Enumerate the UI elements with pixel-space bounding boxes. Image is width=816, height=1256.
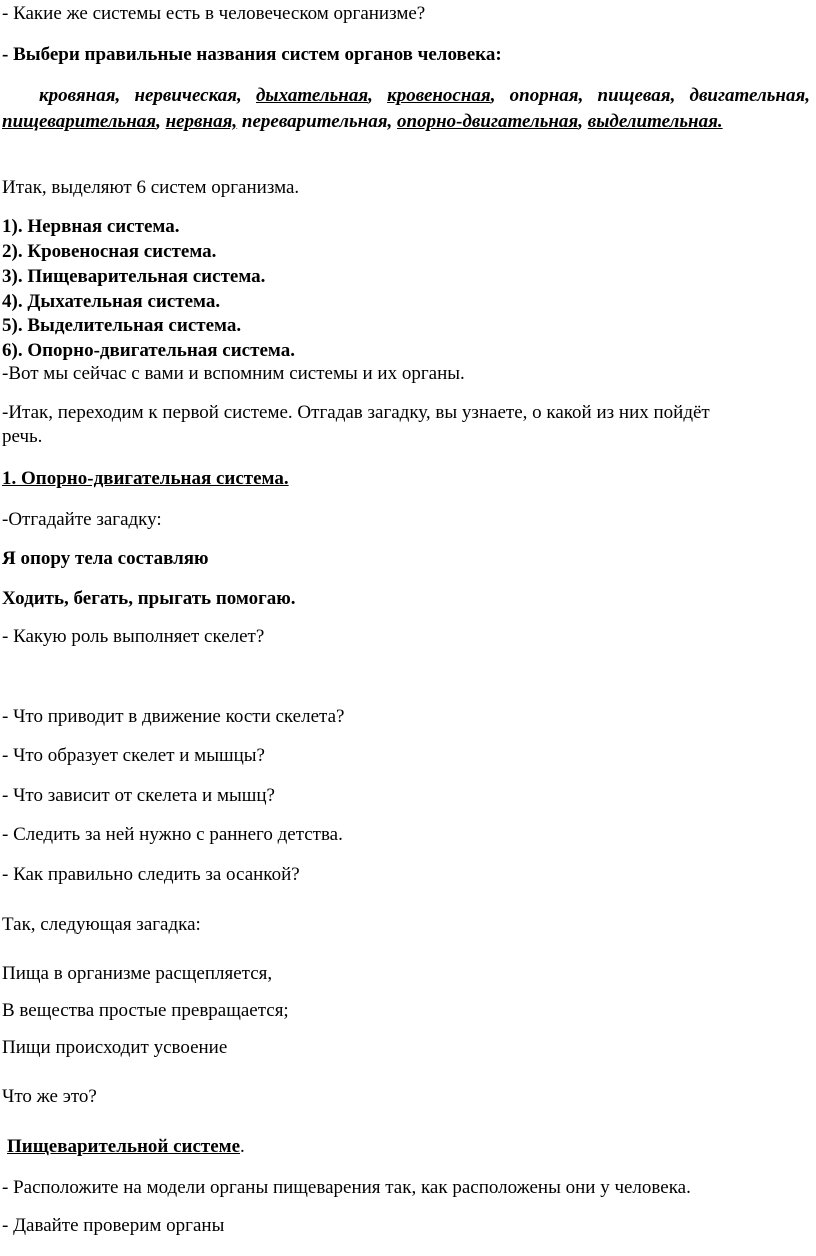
check-organs-text: - Давайте проверим органы (2, 1215, 225, 1236)
option-word: кровяная (39, 85, 116, 106)
question-skeleton-role: - Какую роль выполняет скелет? (2, 626, 265, 647)
intro-text: Итак, выделяют 6 систем организма. (2, 177, 300, 198)
riddle1-line-1: Я опору тела составляю (2, 548, 209, 569)
option-word: опорно-двигательная (397, 111, 579, 132)
option-word: нервная, (165, 111, 238, 132)
option-word: опорная (509, 85, 579, 106)
question-moves-bones: - Что приводит в движение кости скелета? (2, 706, 345, 727)
question-systems: - Какие же системы есть в человеческом организме? (2, 3, 426, 24)
task-title: - Выбери правильные названия систем органов человека: (2, 44, 502, 65)
system-item-6: 6). Опорно-двигательная система. (2, 340, 295, 361)
question-posture: - Как правильно следить за осанкой? (2, 864, 300, 885)
transition-line-1: -Итак, переходим к первой системе. Отгадав загадку, вы узнаете, о какой из них пойдёт (2, 402, 710, 423)
system-item-5: 5). Выделительная система. (2, 315, 242, 336)
transition-line-2: речь. (2, 426, 43, 447)
option-word: дыхательная (255, 85, 369, 106)
answer-heading-dot: . (240, 1136, 245, 1157)
question-skeleton-muscles: - Что образует скелет и мышцы? (2, 745, 265, 766)
system-item-3: 3). Пищеварительная система. (2, 266, 266, 287)
next-riddle-text: Так, следующая загадка: (2, 914, 201, 935)
option-word: выделительная. (587, 111, 723, 132)
riddle1-line-2: Ходить, бегать, прыгать помогаю. (2, 588, 296, 609)
option-word: кровеносная (387, 85, 491, 106)
riddle2-line-2: В вещества простые превращается; (2, 1000, 289, 1021)
option-word: двигательная (689, 85, 806, 106)
option-word: пищеварительная (2, 111, 157, 132)
task-arrange-organs: - Расположите на модели органы пищеварения так, как расположены они у человека. (2, 1177, 691, 1198)
option-word: нервическая (134, 85, 238, 106)
recall-text: -Вот мы сейчас с вами и вспомним системы и их органы. (2, 363, 465, 384)
answer-heading-text: Пищеварительной системе (7, 1136, 241, 1157)
riddle2-question: Что же это? (2, 1086, 97, 1107)
section-heading-locomotor: 1. Опорно-двигательная система. (2, 468, 289, 489)
riddle2-line-3: Пищи происходит усвоение (2, 1037, 228, 1058)
riddle2-line-1: Пища в организме расщепляется, (2, 963, 273, 984)
system-item-1: 1). Нервная система. (2, 216, 180, 237)
options-paragraph: кровяная, нервическая, дыхательная, кровеносная, опорная, пищевая, двигательная, пищеварительная, нервная, переварительная, опорно-двигательная, выделительная. (2, 85, 811, 132)
option-word: переварительная (241, 111, 388, 132)
question-childhood: - Следить за ней нужно с раннего детства. (2, 824, 343, 845)
system-item-2: 2). Кровеносная система. (2, 241, 217, 262)
riddle-prompt: -Отгадайте загадку: (2, 509, 162, 530)
answer-heading (7, 1135, 245, 1159)
option-word: пищевая (597, 85, 671, 106)
question-depends: - Что зависит от скелета и мышц? (2, 785, 275, 806)
system-item-4: 4). Дыхательная система. (2, 291, 221, 312)
